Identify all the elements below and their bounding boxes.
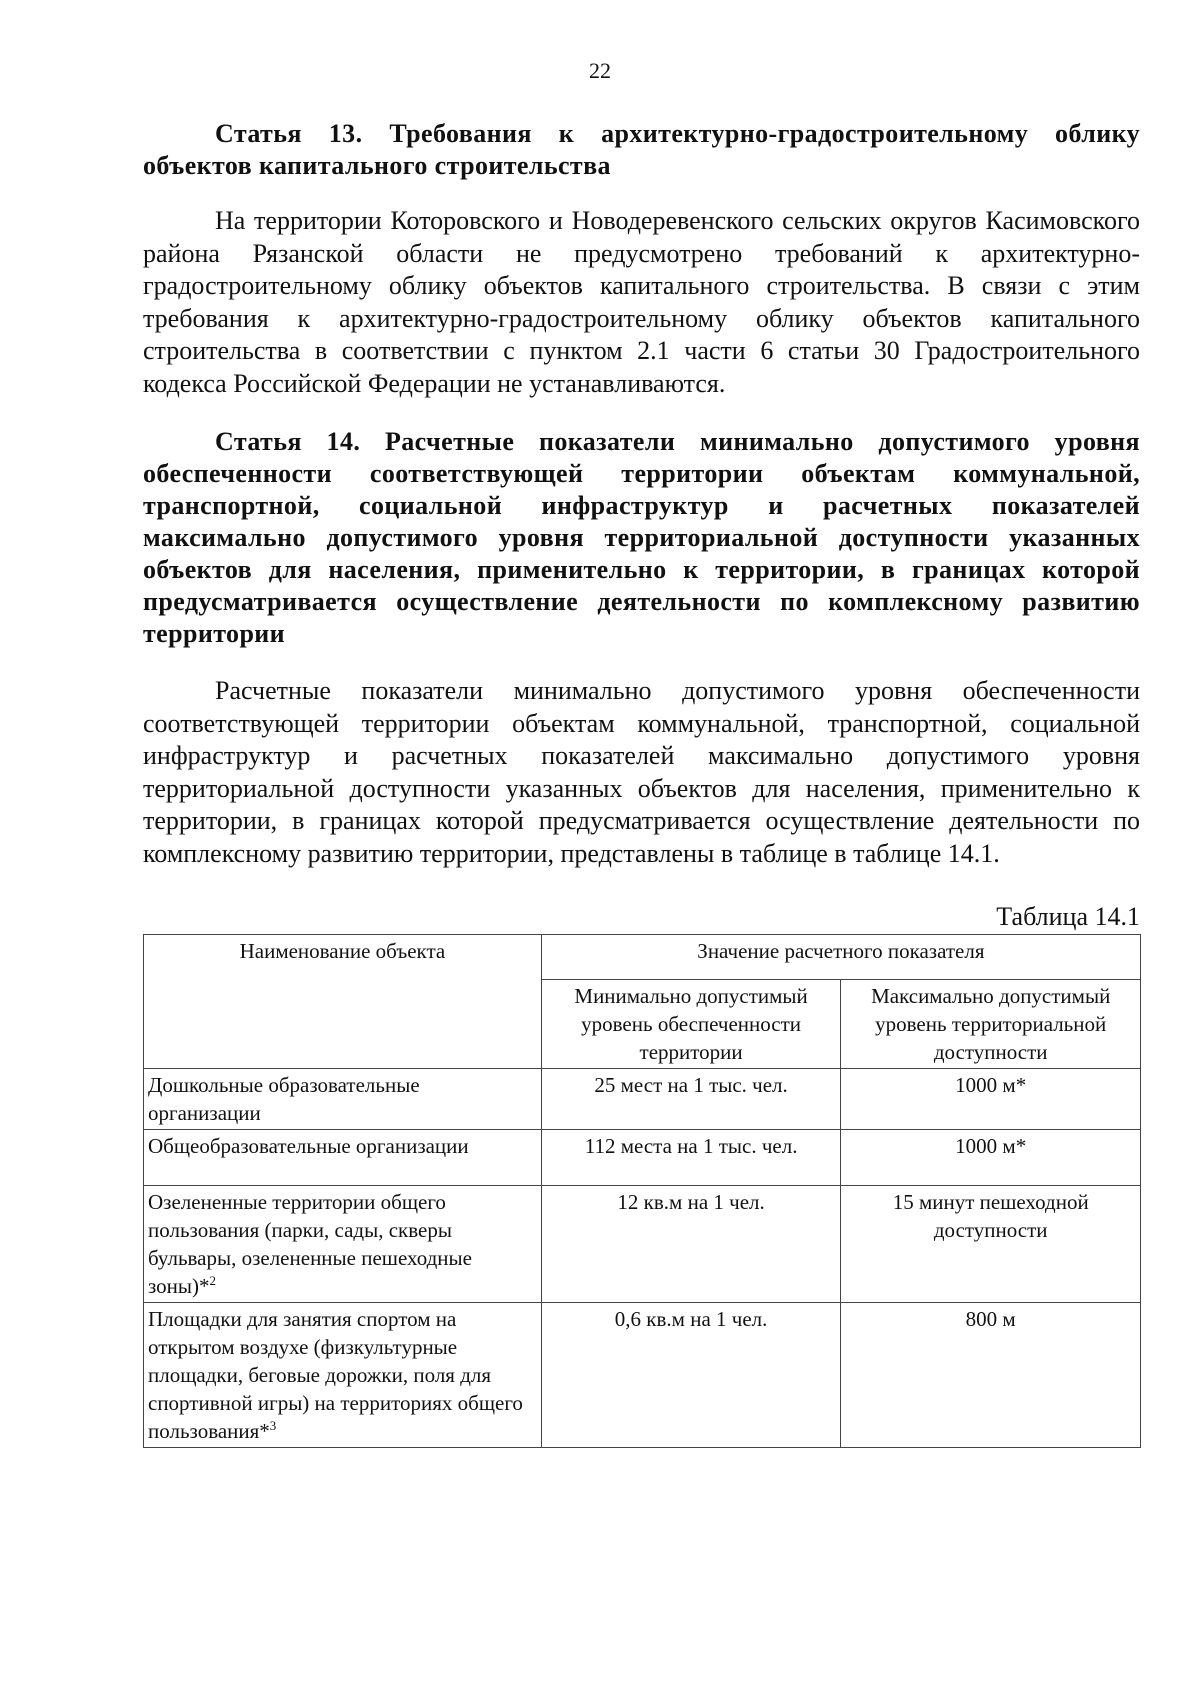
cell-min-level: 25 мест на 1 тыс. чел. [541, 1069, 841, 1130]
table-body [144, 1069, 1141, 1448]
cell-min-level: 12 кв.м на 1 чел. [541, 1186, 841, 1303]
object-name-text: Озелененные территории общего пользования (парки, сады, скверы бульвары, озелененные пешеходные зоны)* [148, 1190, 472, 1298]
table-row [144, 1186, 1141, 1303]
header-max-access: Максимально допустимый уровень территориальной доступности [841, 980, 1141, 1069]
cell-max-access: 800 м [841, 1303, 1141, 1448]
cell-object-name [144, 1303, 542, 1448]
article-14-heading: Статья 14. Расчетные показатели минимально допустимого уровня обеспеченности соответствующей территории объектам коммунальной, транспортной, социальной инфраструктур и расчетных показателей максимально допустимого уровня территориальной доступности указанных объектов для населения, применительно к территории, в границах которой предусматривается осуществление деятельности по комплексному развитию территории [143, 427, 1140, 648]
table-row [144, 1303, 1141, 1448]
table-header-row [144, 935, 1141, 980]
page-number: 22 [589, 58, 611, 83]
object-name-text: Площадки для занятия спортом на открытом воздухе (физкультурные площадки, беговые дорожки, поля для спортивной игры) на территориях общего пользования* [148, 1307, 523, 1443]
object-name-text: Дошкольные образовательные организации [148, 1073, 420, 1125]
indicators-table [143, 934, 1141, 1448]
article-14-body: Расчетные показатели минимально допустимого уровня обеспеченности соответствующей территории объектам коммунальной, транспортной, социальной инфраструктур и расчетных показателей максимально допустимого уровня территориальной доступности указанных объектов для населения, применительно к территории, в границах которой предусматривается осуществление деятельности по комплексному развитию территории, представлены в таблице в таблице 14.1. [143, 676, 1140, 868]
header-object-name: Наименование объекта [144, 935, 542, 1069]
footnote-marker: 3 [269, 1418, 277, 1433]
article-13-heading: Статья 13. Требования к архитектурно-градостроительному облику объектов капитального строительства [143, 119, 1140, 180]
cell-max-access: 1000 м* [841, 1130, 1141, 1186]
table-caption: Таблица 14.1 [996, 902, 1140, 931]
cell-object-name [144, 1069, 542, 1130]
cell-min-level: 112 места на 1 тыс. чел. [541, 1130, 841, 1186]
cell-object-name [144, 1186, 542, 1303]
cell-object-name [144, 1130, 542, 1186]
table-row [144, 1069, 1141, 1130]
header-indicator-value: Значение расчетного показателя [541, 935, 1140, 980]
cell-max-access: 15 минут пешеходной доступности [841, 1186, 1141, 1303]
table-row [144, 1130, 1141, 1186]
cell-min-level: 0,6 кв.м на 1 чел. [541, 1303, 841, 1448]
article-13-body: На территории Которовского и Новодеревенского сельских округов Касимовского района Рязанской области не предусмотрено требований к архитектурно-градостроительному облику объектов капитального строительства. В связи с этим требования к архитектурно-градостроительному облику объектов капитального строительства в соответствии с пунктом 2.1 части 6 статьи 30 Градостроительного кодекса Российской Федерации не устанавливаются. [143, 206, 1140, 398]
object-name-text: Общеобразовательные организации [148, 1134, 469, 1158]
footnote-marker: 2 [209, 1273, 217, 1288]
cell-max-access: 1000 м* [841, 1069, 1141, 1130]
header-min-level: Минимально допустимый уровень обеспеченности территории [541, 980, 841, 1069]
